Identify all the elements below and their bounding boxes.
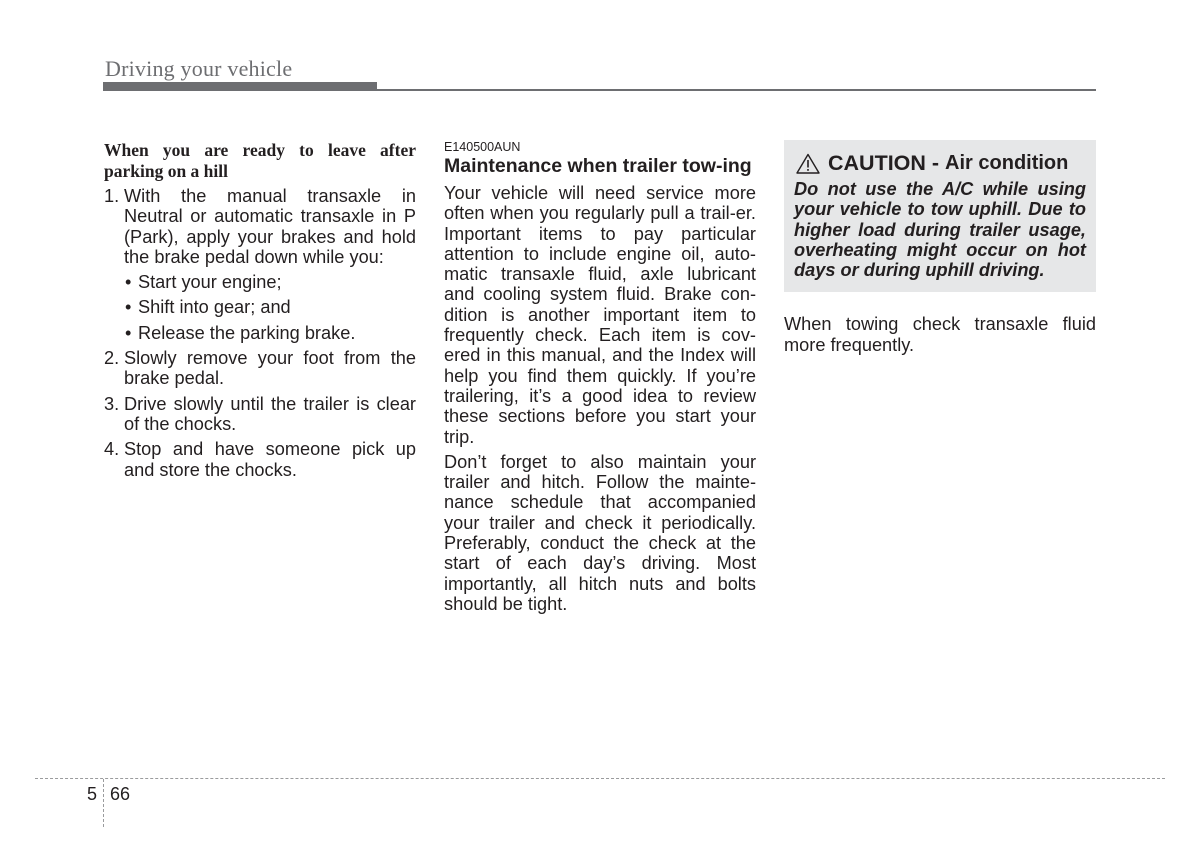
bullet-text: Shift into gear; and — [138, 297, 291, 318]
bullet-item — [124, 323, 416, 343]
step-text: Drive slowly until the trailer is clear of the chocks. — [124, 393, 416, 434]
bullet-text: Release the parking brake. — [138, 322, 356, 343]
bullet-item — [124, 272, 416, 292]
bullet-dot-icon: • — [125, 272, 132, 293]
page-header-title: Driving your vehicle — [105, 56, 293, 81]
step-item — [104, 186, 416, 343]
caution-text: Do not use the A/C while using your vehicle to tow uphill. Due to higher load during trailer usage, overheating might occur on hot days or during uphill driving. — [794, 179, 1086, 281]
caution-label: CAUTION — [828, 151, 926, 175]
caution-box — [784, 140, 1096, 292]
footer-divider — [103, 779, 104, 827]
column-right — [784, 140, 1096, 360]
page-number: 66 — [110, 784, 131, 804]
section-subheading: When you are ready to leave after parking on a hill — [104, 140, 416, 181]
step-number: 3. — [104, 393, 120, 414]
body-paragraph: Don’t forget to also maintain your trailer and hitch. Follow the mainte-nance schedule that accompanied your trailer and check it periodically. Preferably, conduct the check at the start of each day’s driving. Most importantly, all hitch nuts and bolts should be tight. — [444, 451, 756, 614]
step-number: 1. — [104, 186, 120, 206]
bullet-text: Start your engine; — [138, 272, 282, 293]
warning-triangle-icon — [796, 153, 820, 174]
step-text: With the manual transaxle in Neutral or automatic transaxle in P (Park), apply your brakes and hold the brake pedal down while you: — [124, 186, 416, 267]
caution-separator: - — [925, 151, 946, 175]
section-title: Maintenance when trailer tow-ing — [444, 155, 752, 177]
bullet-dot-icon: • — [125, 297, 132, 318]
section-code: E140500AUN — [444, 140, 521, 154]
column-left — [104, 140, 416, 485]
step-item — [104, 348, 416, 389]
caution-heading — [794, 150, 1086, 176]
bullet-dot-icon: • — [125, 322, 132, 343]
caution-subject: Air condition — [945, 152, 1069, 174]
step-text: Stop and have someone pick up and store the chocks. — [124, 439, 416, 480]
column-middle — [444, 140, 756, 619]
body-paragraph: Your vehicle will need service more often when you regularly pull a trail-er. Important items to pay particular attention to include engine oil, auto-matic transaxle fluid, axle lubricant and cooling system fluid. Brake con-dition is another important item to frequently check. Each item is cov-ered in this manual, and the Index will help you find them quickly. If you’re trailering, it’s a good idea to review these sections before you start your trip. — [444, 183, 756, 447]
step-item — [104, 394, 416, 435]
step-number: 2. — [104, 348, 120, 369]
bullet-item — [124, 297, 416, 317]
steps-list — [104, 186, 416, 480]
note-paragraph: When towing check transaxle fluid more frequently. — [784, 314, 1096, 355]
footer-rule — [35, 778, 1165, 779]
step-text: Slowly remove your foot from the brake pedal. — [124, 348, 416, 389]
bullet-list — [124, 272, 416, 343]
step-item — [104, 439, 416, 480]
header-rule — [103, 89, 1096, 91]
chapter-number: 5 — [87, 784, 98, 804]
step-number: 4. — [104, 439, 120, 460]
